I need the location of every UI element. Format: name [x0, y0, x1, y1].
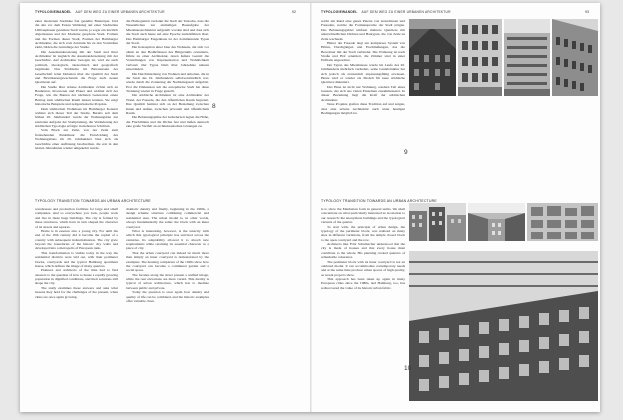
english-text-column-2 — [126, 207, 209, 405]
book-gutter — [310, 3, 312, 412]
paragraph: The perimeter block with its inner courtyard is not an outdated model. It can accommodate contemporary needs and at the same time produce urban spaces of high quality, as recent projects show. — [321, 259, 405, 277]
footnote-marker: 9 — [404, 149, 408, 156]
section-heading-left: TYPOLOGY TRANSITION TOWARDS AN URBAN ARCHITECTURE — [35, 199, 151, 203]
paragraph: The study examines these answers and asks what lessons they hold for the challenges of the present, when cities are once again growing. — [35, 285, 118, 299]
book-spread — [20, 3, 600, 412]
paragraph: Die Durchmischung von Wohnen und Arbeiten, die in der Stadt des 19. Jahrhunderts selbstverständlich war, wurde durch die Zonierung der Nachkriegszeit aufgelöst. Erst die Diskussion um die europäische Stadt hat diese Trennung wieder in Frage gestellt. — [126, 71, 209, 93]
photo-aerial-city — [527, 203, 598, 241]
photo-street-buildings — [409, 203, 466, 241]
paragraph: Das Haus ist nicht nur Wohnung, sondern Teil eines Ganzen, das sich aus vielen Einzelnen zusammensetzt. In dieser Beziehung liegt die Kraft der städtischen Architektur. — [321, 84, 405, 102]
english-text-column-3 — [321, 207, 405, 405]
paragraph: Dem städtischen Wohnhaus im Hamburger Kontext widmet sich dieser Teil der Studie. Bereits seit dem frühen 20. Jahrhundert wurde der Wohnungsbau zur zentralen Aufgabe der Stadtplanung, die Veränderung der städtischen Typologie erfolgte in mehreren Schritten. — [35, 106, 118, 128]
paragraph: Der Typus des Mietshauses wurde im Laufe des 20. Jahrhunderts mehrfach verändert, seine Grundstruktur hat sich jedoch als erstaunlich anpassungsfähig erwiesen. Heute wird er wieder als Modell für neue städtische Quartiere diskutiert. — [321, 62, 405, 85]
photo-dark-gable-building — [409, 19, 456, 96]
paragraph: Hinter der Fassade liegt ein komplexes System von Höfen, Durchgängen und Erschließungen, das die Bewohner mit der Stadt verbindet. Die Wohnung ist nach Straße und Hof orientiert, die Zimmer sind in einer Enfilade angeordnet. — [321, 40, 405, 63]
paragraph: Home is in essence also a young city. For until the end of the 19th century did it become the capital of a country with subsequent industrialisation. The city grew beyond the boundaries of the historic city walls and developed into a metropolis of European rank. — [35, 228, 118, 251]
paragraph: That the urban courtyard can indeed be much more than simply an inner courtyard is demonstrated by the examples. The housing complexes of the 1920s show how the courtyard can become a communal garden and a social space. — [126, 250, 209, 273]
photo-facade-with-windows — [458, 19, 502, 96]
page-number-right: 93 — [585, 10, 589, 14]
footnote-marker: 8 — [212, 103, 216, 110]
paragraph: Die städtische Architektur ist eine Architektur der Wand, der Fassade, die den öffentlichen Raum begrenzt. Ihre Qualität bemisst sich an der Beziehung zwischen Innen und Außen, zwischen privatem und öffentlichem Raum. — [126, 93, 209, 115]
paragraph: This transformation is visible today in the way the residential districts were laid out, with their perimeter blocks, courtyards and the typical Hamburg apartment house, which defines the image of many quarters. — [35, 250, 118, 268]
running-header-left: TYPOLOGIEWANDEL AUF DEM WEG ZU EINER URBANEN ARCHITEKTUR — [35, 10, 165, 14]
photo-perspective-facade — [552, 19, 598, 96]
paragraph: Die Auseinandersetzung mit der Stadt und ihrer Architektur ist zugleich die Auseinandersetzung mit der Geschichte. Auf Architektur bezogen ist, wird sie auch politisch, ideologisch, ökonomisch und geografisch begründet. Das Städtische im Bewusstsein der Gesellschaft leitet Debatten über die Qualität der Stadt und Bevölkerungswachstum die Frage nach neuen Quartieren auf. — [35, 49, 118, 85]
german-text-column-3 — [321, 19, 405, 191]
paragraph: To start with, the principle of urban design, the typology of the perimeter block, was realised on many sites in different variations, from the simple closed block to the open courtyard and the row. — [321, 224, 405, 242]
paragraph: This approach has been taken up again in many European cities since the 1980s, and Hamburg, too, has rediscovered the value of its historic urban fabric. — [321, 277, 405, 290]
paragraph: Planners and architects of the time had to find answers to the question of how to house a rapidly growing population in dignified conditions, and their solutions still shape the city. — [35, 268, 118, 286]
paragraph: die Homogenität verdankt die Stadt der Tatsache, dass die Wesentlichen zur einmaligen Bauaufgabe der Mietshausarchitektur aufgeteilt worden sind und dass sich die Stadt auch heute auf eine Epoche zurückführen lässt. Das Hamburger Etagenhaus ist der dominierende Typus der Stadt. — [126, 19, 209, 45]
paragraph: Die Bebauungspläne der Gründerzeit legten die Höhe, die Fluchtlinien und die Dichte fest und ließen dennoch eine große Vielfalt an architektonischen Lösungen zu. — [126, 115, 209, 128]
photo-modern-block — [504, 19, 550, 96]
page-number-left: 92 — [292, 10, 296, 14]
german-text-column-2 — [126, 19, 209, 191]
paragraph: Die Konzeption einer Idee des Wohnens, die sich vor allem an den Bedürfnissen des Bürgertums orientierte, führte zu einer Architektur, deren äußere Gestalt die Vorstellungen von Repräsentation und Wohnlichkeit verband. Der Typus blieb über Jahrzehnte nahezu unverändert. — [126, 45, 209, 72]
paragraph: is to show the Manhattan form in general terms. We shall concentrate on what particularly interested us in relation to our research: the anonymous buildings and the typological variants of the quarter. — [321, 207, 405, 225]
paragraph: Neue Projekte greifen diese Tradition auf und zeigen, dass eine urbane Architektur auch unter heutigen Bedingungen möglich ist. — [321, 102, 405, 115]
paragraph: The facades along the street present a unified image, while the rear elevations are more varied. This duality is typical of urban architecture, which has to mediate between public and private. — [126, 272, 209, 290]
english-text-column-1 — [35, 207, 118, 405]
paragraph: What is interesting, however, is the tenacity with which this typological principle has survived across the centuries. Its adaptability allowed it to absorb new requirements while retaining its essential character as a piece of city. — [126, 228, 209, 251]
photo-courtyard-interior — [468, 203, 525, 241]
paragraph: Architects like Fritz Schumacher understood that the city is made of houses and that every house must contribute to the whole. His planning created quarters of remarkable coherence. — [321, 242, 405, 260]
german-text-column-1 — [35, 19, 118, 191]
paragraph: einer modernen Stadtidee frei gestellte Baukörper. Und die alte vor dem Ersten Weltkrieg auf einer Stadtteilen Umbauphasen gestaltete Stadt wurde, ja sogar ein letztlich abgerissenes und der Moderne geopferte Stadt. Formen und die Formen dieser Stadt, Formen der Hamburger Architektur, die sich vom Zentrum bis zu den Vorstädten zieht, bilden die Grundlage der Studie. — [35, 19, 118, 50]
paragraph: Die Studie über urbane Architektur richtet sich an Bauherren, Investoren und Planer und widmet sich der Frage, wie die Bauten der nächsten Generation einen Beitrag zum städtischen Raum leisten können. Sie zeigt historische Beispiele und zeitgenössische Projekte. — [35, 84, 118, 107]
photo-large-building-facade — [409, 251, 598, 401]
paragraph: warehouses and production facilities for large and small companies. And so everywhere you look, people work and live in these huge buildings. The city is formed by these structures, which have in turn shaped the character of its streets and squares. — [35, 207, 118, 229]
paragraph: dramatic density and finally, beginning in the 1960s, a design scheme structure combining commercial and residential uses. The urban model is, in other words, always fundamentally the same: the block with an inner courtyard. — [126, 207, 209, 229]
paragraph: Today the question is once again how density and quality of life can be combined, and the historic examples offer valuable clues. — [126, 290, 209, 303]
paragraph: Vom Block zur Zeile, von der Zeile zum freistehenden Punkthaus: die Entwicklung des Wohnungsbaus im 20. Jahrhundert lässt sich als Geschichte einer Auflösung beschreiben, die erst in den letzten Jahrzehnten wieder umgekehrt wurde. — [35, 128, 118, 150]
footnote-marker: 10 — [404, 365, 412, 372]
paragraph: reicht am Rand eine ganze Palette von Grundrissen und Fassaden, welche die Formensprache der Stadt prägen. Das Bebauungsgebiet umfasst mehrere Quartiere mit unterschiedlichen Dichten und Bautypen, die von Zeile zu Zeile wechseln. — [321, 19, 405, 41]
section-heading-right: TYPOLOGY TRANSITION TOWARDS AN URBAN ARCHITECTURE — [321, 199, 437, 203]
running-header-right: TYPOLOGIEWANDEL AUF DEM WEG ZU EINER URBANEN ARCHITEKTUR — [321, 10, 451, 14]
